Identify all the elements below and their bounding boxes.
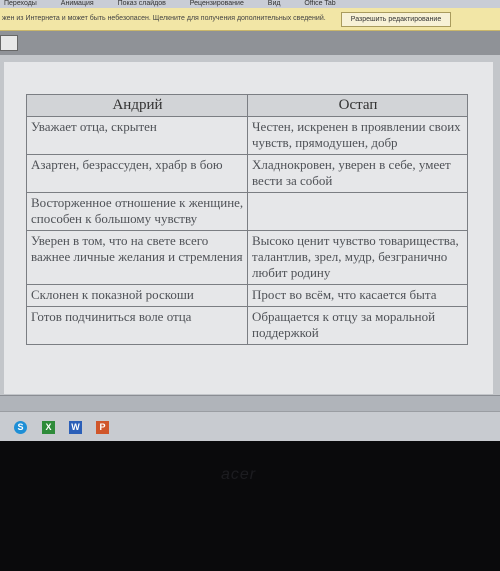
table-cell[interactable]: Готов подчиниться воле отца <box>27 307 248 345</box>
table-cell[interactable]: Прост во всём, что касается быта <box>248 285 468 307</box>
ribbon-tabs <box>0 0 500 8</box>
protected-view-bar <box>0 8 500 31</box>
table-row <box>27 193 468 231</box>
enable-editing-button[interactable]: Разрешить редактирование <box>341 12 451 27</box>
comparison-table <box>26 94 468 345</box>
table-cell[interactable]: Уважает отца, скрытен <box>27 117 248 155</box>
document-tab[interactable] <box>0 35 18 51</box>
tab-animation[interactable]: Анимация <box>60 0 94 7</box>
table-cell[interactable] <box>248 193 468 231</box>
monitor-bezel <box>0 441 500 571</box>
table-cell[interactable]: Высоко ценит чувство товарищества, талантлив, зрел, мудр, безгранично любит родину <box>248 231 468 285</box>
table-cell[interactable]: Азартен, безрассуден, храбр в бою <box>27 155 248 193</box>
excel-icon[interactable]: X <box>42 421 55 434</box>
table-header-row <box>27 95 468 117</box>
table-cell[interactable]: Восторженное отношение к женщине, способен к большому чувству <box>27 193 248 231</box>
tab-slideshow[interactable]: Показ слайдов <box>117 0 166 7</box>
tab-office-tab[interactable]: Office Tab <box>304 0 336 7</box>
table-row <box>27 307 468 345</box>
header-andriy[interactable]: Андрий <box>27 95 248 117</box>
table-cell[interactable]: Уверен в том, что на свете всего важнее личные желания и стремления <box>27 231 248 285</box>
monitor-logo: acer <box>221 466 257 483</box>
header-ostap[interactable]: Остап <box>248 95 468 117</box>
table-cell[interactable]: Честен, искренен в проявлении своих чувств, прямодушен, добр <box>248 117 468 155</box>
taskbar <box>0 411 500 442</box>
document-tab-strip <box>0 31 500 55</box>
word-icon[interactable]: W <box>69 421 82 434</box>
tab-view[interactable]: Вид <box>267 0 281 7</box>
table-row <box>27 285 468 307</box>
tab-transitions[interactable]: Переходы <box>4 0 37 7</box>
table-cell[interactable]: Обращается к отцу за моральной поддержкой <box>248 307 468 345</box>
table-row <box>27 155 468 193</box>
status-bar <box>0 395 500 412</box>
table-row <box>27 117 468 155</box>
powerpoint-icon[interactable]: P <box>96 421 109 434</box>
table-cell[interactable]: Склонен к показной роскоши <box>27 285 248 307</box>
table-row <box>27 231 468 285</box>
skype-icon[interactable]: S <box>14 421 27 434</box>
table-cell[interactable]: Хладнокровен, уверен в себе, умеет вести за собой <box>248 155 468 193</box>
tab-review[interactable]: Рецензирование <box>189 0 244 7</box>
protected-view-message[interactable]: жен из Интернета и может быть небезопасен. Щелкните для получения дополнительных сведений. <box>2 15 326 22</box>
